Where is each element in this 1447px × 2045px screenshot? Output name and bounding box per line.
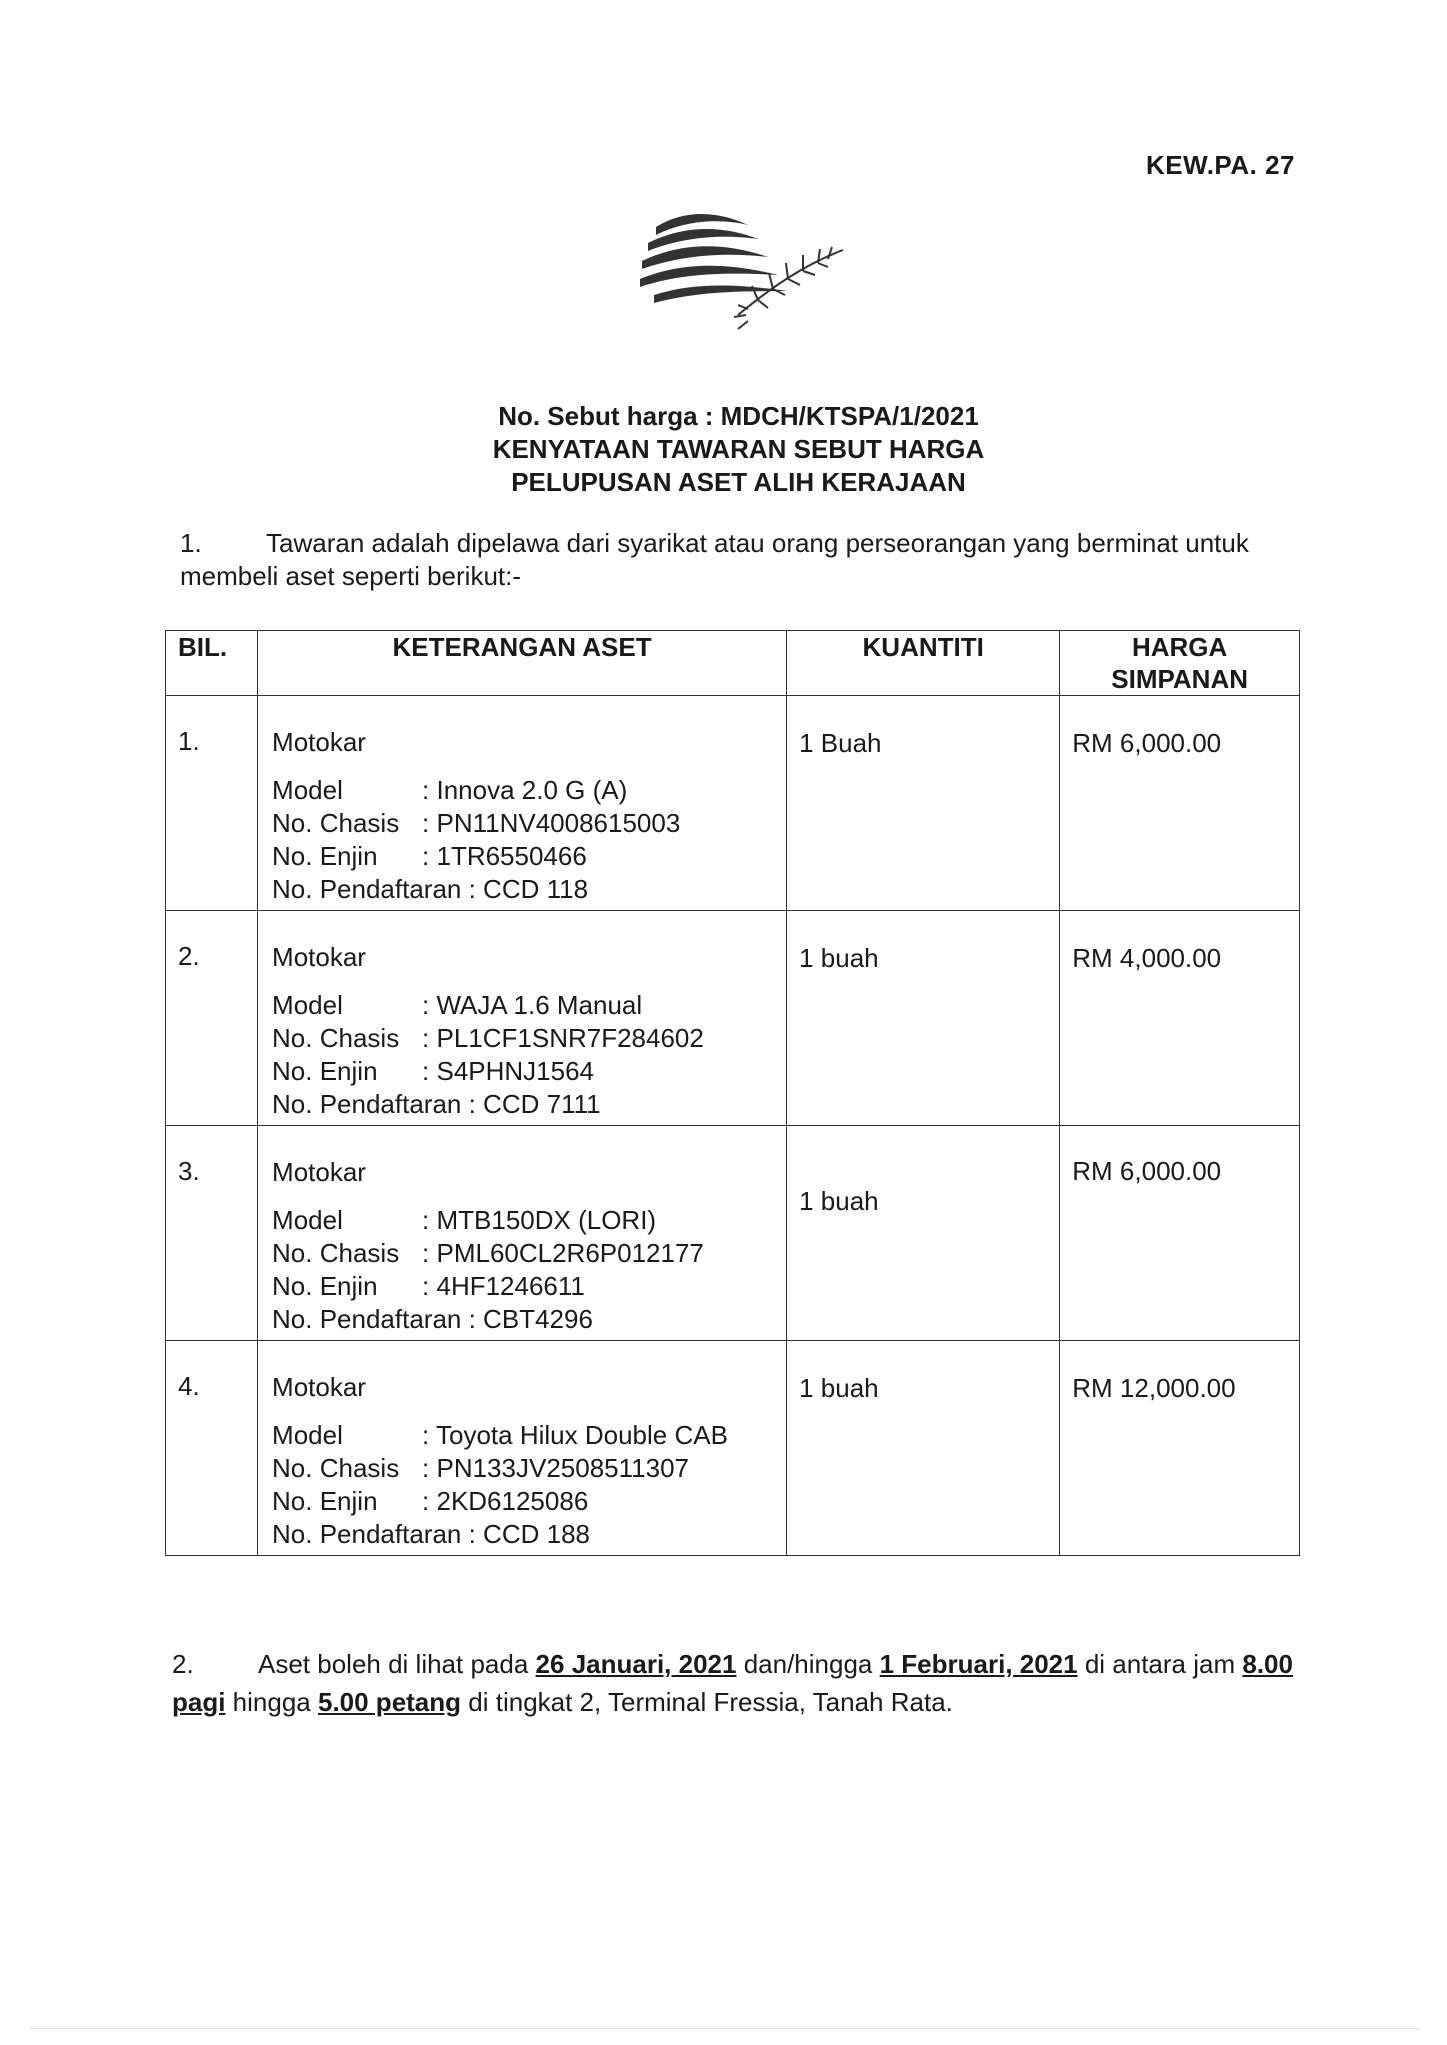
row-category: Motokar [272,1157,366,1187]
spec-chassis: No. Chasis : PML60CL2R6P012177 [272,1238,704,1268]
form-code: KEW.PA. 27 [1145,150,1295,180]
row-qty: 1 buah [787,1341,1060,1556]
asset-table [165,630,1300,1556]
paragraph-2 [172,1645,1312,1721]
header-qty: KUANTITI [787,631,1060,696]
row-price: RM 12,000.00 [1060,1341,1300,1556]
paragraph-1-number: 1. [180,528,202,558]
header-desc: KETERANGAN ASET [258,631,787,696]
spec-chassis: No. Chasis : PN11NV4008615003 [272,808,681,838]
row-price: RM 6,000.00 [1060,696,1300,911]
viewing-date-from: 26 Januari, 2021 [535,1649,737,1679]
paragraph-2-number: 2. [172,1649,194,1679]
row-desc [258,1341,787,1556]
table-row [166,1341,1300,1556]
row-category: Motokar [272,1372,366,1402]
table-header-row [166,631,1300,696]
spec-chassis: No. Chasis : PN133JV2508511307 [272,1453,689,1483]
row-qty: 1 Buah [787,696,1060,911]
spec-registration: No. Pendaftaran : CCD 188 [272,1519,590,1549]
paragraph-1-text: Tawaran adalah dipelawa dari syarikat atau orang perseorangan yang berminat untuk membeli aset seperti berikut:- [180,528,1249,591]
paragraph-2-text-c: di antara jam [1077,1649,1243,1679]
row-desc [258,911,787,1126]
row-price: RM 6,000.00 [1060,1126,1300,1341]
scan-edge-line [30,2028,1420,2029]
paragraph-1 [180,527,1290,593]
row-bil: 4. [166,1341,258,1556]
row-category: Motokar [272,727,366,757]
table-row [166,696,1300,911]
spec-model: Model : Toyota Hilux Double CAB [272,1420,728,1450]
row-desc [258,696,787,911]
row-category: Motokar [272,942,366,972]
spec-registration: No. Pendaftaran : CCD 118 [272,874,589,904]
row-bil: 2. [166,911,258,1126]
row-desc [258,1126,787,1341]
row-price: RM 4,000.00 [1060,911,1300,1126]
row-bil: 3. [166,1126,258,1341]
table-row [166,1126,1300,1341]
heading-title: KENYATAAN TAWARAN SEBUT HARGA [492,434,985,464]
spec-registration: No. Pendaftaran : CCD 7111 [272,1089,601,1119]
spec-engine: No. Enjin : 2KD6125086 [272,1486,589,1516]
row-qty: 1 buah [787,1126,1060,1341]
table-row [166,911,1300,1126]
heading-subtitle: PELUPUSAN ASET ALIH KERAJAAN [511,467,966,497]
spec-engine: No. Enjin : 4HF1246611 [272,1271,585,1301]
spec-engine: No. Enjin : 1TR6550466 [272,841,587,871]
paragraph-2-text-d: hingga [225,1687,318,1717]
logo-waves [640,214,788,303]
row-bil: 1. [166,696,258,911]
paragraph-2-text-a: Aset boleh di lihat pada [258,1649,536,1679]
header-price-line2: SIMPANAN [1111,664,1248,694]
paragraph-2-text-b: dan/hingga [736,1649,880,1679]
viewing-date-to: 1 Februari, 2021 [879,1649,1078,1679]
spec-engine: No. Enjin : S4PHNJ1564 [272,1056,595,1086]
spec-model: Model : MTB150DX (LORI) [272,1205,657,1235]
spec-registration: No. Pendaftaran : CBT4296 [272,1304,593,1334]
spec-model: Model : WAJA 1.6 Manual [272,990,643,1020]
header-bil: BIL. [166,631,258,696]
document-heading [0,400,1447,499]
header-price [1060,631,1300,696]
viewing-time-to: 5.00 petang [317,1687,462,1717]
mdch-logo [628,205,858,340]
row-qty: 1 buah [787,911,1060,1126]
viewing-time-from: 8.00 pagi [172,1649,1293,1717]
header-price-line1: HARGA [1131,632,1228,662]
paragraph-2-text-e: di tingkat 2, Terminal Fressia, Tanah Rata. [461,1687,953,1717]
quotation-number: No. Sebut harga : MDCH/KTSPA/1/2021 [498,401,979,431]
spec-chassis: No. Chasis : PL1CF1SNR7F284602 [272,1023,704,1053]
spec-model: Model : Innova 2.0 G (A) [272,775,628,805]
